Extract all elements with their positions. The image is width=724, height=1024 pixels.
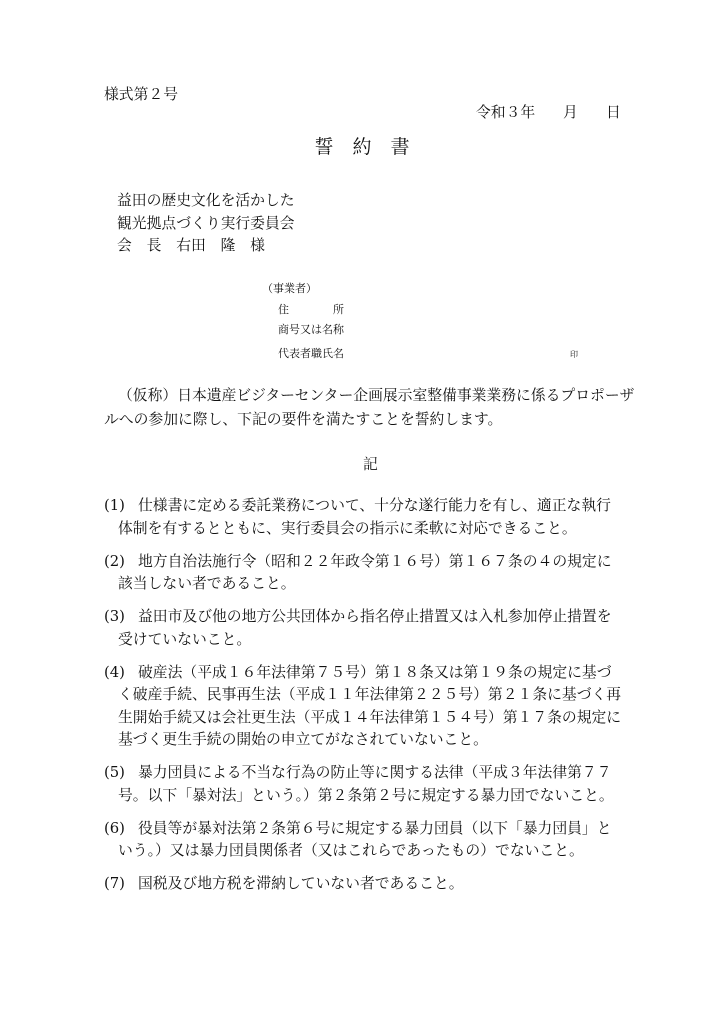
item-line: 体制を有するとともに、実行委員会の指示に柔軟に対応できること。 <box>118 519 577 537</box>
item-line: 破産法（平成１６年法律第７５号）第１８条又は第１９条の規定に基づ <box>138 663 612 681</box>
item-line: いう。）又は暴力団員関係者（又はこれらであったもの）でないこと。 <box>118 842 584 859</box>
addressee-committee-line: 観光拠点づくり実行委員会 <box>117 214 295 232</box>
requirement-item <box>104 662 644 752</box>
applicant-representative-label: 代表者職氏名 <box>278 347 344 360</box>
item-line: 受けていないこと。 <box>118 630 252 648</box>
date-era-year: 令和３年 <box>476 104 536 121</box>
applicant-heading: （事業者） <box>262 282 317 295</box>
requirement-item <box>104 606 644 651</box>
addressee-chairperson-line: 会 長 右田 隆 様 <box>117 237 265 254</box>
item-line: 該当しない者であること。 <box>118 575 296 592</box>
item-line: 基づく更生手続の開始の申立てがなされていないこと。 <box>118 731 488 748</box>
statement-line: ルへの参加に際し、下記の要件を満たすことを誓約します。 <box>104 411 503 428</box>
addressee-organization-line: 益田の歴史文化を活かした <box>117 192 295 209</box>
date-day-label: 日 <box>606 104 621 121</box>
item-line: 生開始手続又は会社更生法（平成１４年法律第１５４号）第１７条の規定に <box>118 708 622 726</box>
requirement-item <box>104 818 644 863</box>
item-line: 地方自治法施行令（昭和２２年政令第１６号）第１６７条の４の規定に <box>138 552 612 570</box>
item-line: 益田市及び他の地方公共団体から指名停止措置又は入札参加停止措置を <box>138 608 612 625</box>
item-number: (7) <box>104 875 125 892</box>
item-line: 号。以下「暴対法」という。）第２条第２号に規定する暴力団でないこと。 <box>118 786 614 804</box>
item-line: く破産手続、民事再生法（平成１１年法律第２２５号）第２１条に基づく再 <box>118 686 622 703</box>
item-line: 役員等が暴対法第２条第６号に規定する暴力団員（以下「暴力団員」と <box>138 819 612 837</box>
applicant-company-label: 商号又は名称 <box>278 323 344 336</box>
seal-mark: 印 <box>570 350 578 359</box>
item-number: (3) <box>104 608 125 625</box>
item-number: (1) <box>104 497 125 514</box>
note-heading: 記 <box>363 456 378 473</box>
requirement-item <box>104 495 644 540</box>
form-number: 様式第２号 <box>104 86 178 103</box>
item-number: (2) <box>104 552 125 570</box>
item-line: 国税及び地方税を滞納していない者であること。 <box>138 875 464 892</box>
requirement-item <box>104 762 644 807</box>
requirement-item <box>104 551 644 596</box>
requirements-list <box>104 495 644 906</box>
item-line: 仕様書に定める委託業務について、十分な遂行能力を有し、適正な執行 <box>138 497 611 514</box>
date-month-label: 月 <box>563 104 578 121</box>
document-title: 誓 約 書 <box>314 136 410 158</box>
applicant-address-label: 住 所 <box>278 303 344 316</box>
statement-line: （仮称）日本遺産ビジターセンター企画展示室整備事業業務に係るプロポーザ <box>118 387 635 404</box>
item-number: (5) <box>104 764 125 781</box>
requirement-item <box>104 873 644 896</box>
addressee-block <box>117 190 295 258</box>
item-line: 暴力団員による不当な行為の防止等に関する法律（平成３年法律第７７ <box>138 764 612 781</box>
item-number: (6) <box>104 819 125 837</box>
item-number: (4) <box>104 663 125 681</box>
